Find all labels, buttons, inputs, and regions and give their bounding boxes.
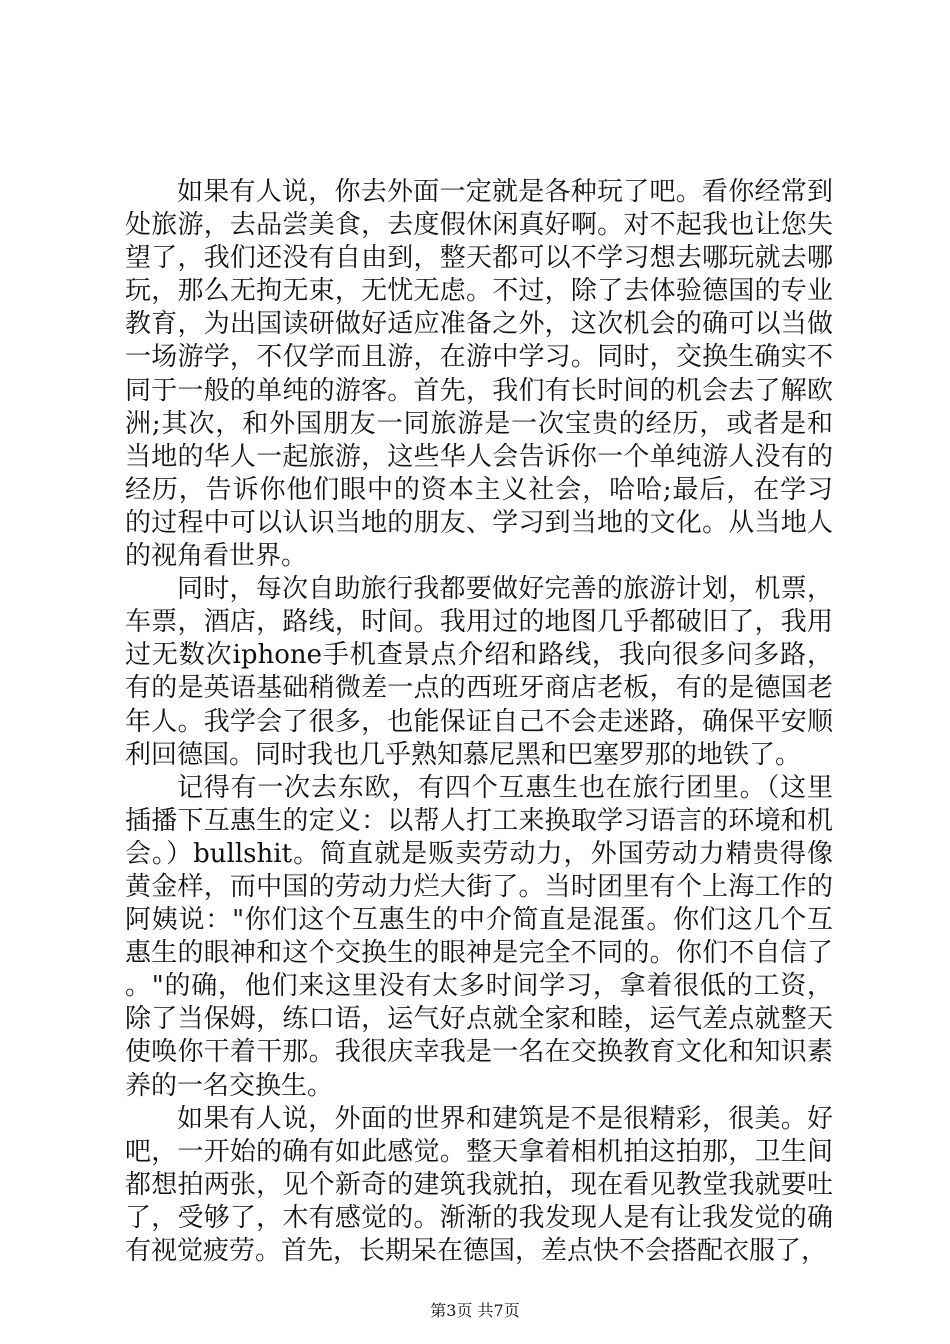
paragraph-3: 记得有一次去东欧，有四个互惠生也在旅行团里。（这里插播下互惠生的定义：以帮人打工来换取学习语言的环境和机会。）bullshit。简直就是贩卖劳动力，外国劳动力精贵得像黄金样，而中国的劳动力烂大街了。当时团里有个上海工作的阿姨说："你们这个互惠生的中介简直是混蛋。你们这几个互惠生的眼神和这个交换生的眼神是完全不同的。你们不自信了。"的确，他们来这里没有太多时间学习，拿着很低的工资，除了当保姆，练口语，运气好点就全家和睦，运气差点就整天使唤你干着干那。我很庆幸我是一名在交换教育文化和知识素养的一名交换生。 [125, 772, 833, 1101]
document-body [125, 176, 833, 1268]
paragraph-4: 如果有人说，外面的世界和建筑是不是很精彩，很美。好吧，一开始的确有如此感觉。整天拿着相机拍这拍那，卫生间都想拍两张，见个新奇的建筑我就拍，现在看见教堂我就要吐了，受够了，木有感觉的。渐渐的我发现人是有让我发觉的确有视觉疲劳。首先，长期呆在德国，差点快不会搭配衣服了， [125, 1103, 833, 1266]
page-footer: 第3页 共7页 [430, 1301, 520, 1320]
paragraph-2: 同时，每次自助旅行我都要做好完善的旅游计划，机票，车票，酒店，路线，时间。我用过的地图几乎都破旧了，我用过无数次iphone手机查景点介绍和路线，我向很多问多路，有的是英语基础稍微差一点的西班牙商店老板，有的是德国老年人。我学会了很多，也能保证自己不会走迷路，确保平安顺利回德国。同时我也几乎熟知慕尼黑和巴塞罗那的地铁了。 [125, 574, 833, 770]
paragraph-1: 如果有人说，你去外面一定就是各种玩了吧。看你经常到处旅游，去品尝美食，去度假休闲真好啊。对不起我也让您失望了，我们还没有自由到，整天都可以不学习想去哪玩就去哪玩，那么无拘无束，无忧无虑。不过，除了去体验德国的专业教育，为出国读研做好适应准备之外，这次机会的确可以当做一场游学，不仅学而且游，在游中学习。同时，交换生确实不同于一般的单纯的游客。首先，我们有长时间的机会去了解欧洲;其次，和外国朋友一同旅游是一次宝贵的经历，或者是和当地的华人一起旅游，这些华人会告诉你一个单纯游人没有的经历，告诉你他们眼中的资本主义社会，哈哈;最后，在学习的过程中可以认识当地的朋友、学习到当地的文化。从当地人的视角看世界。 [125, 177, 833, 572]
